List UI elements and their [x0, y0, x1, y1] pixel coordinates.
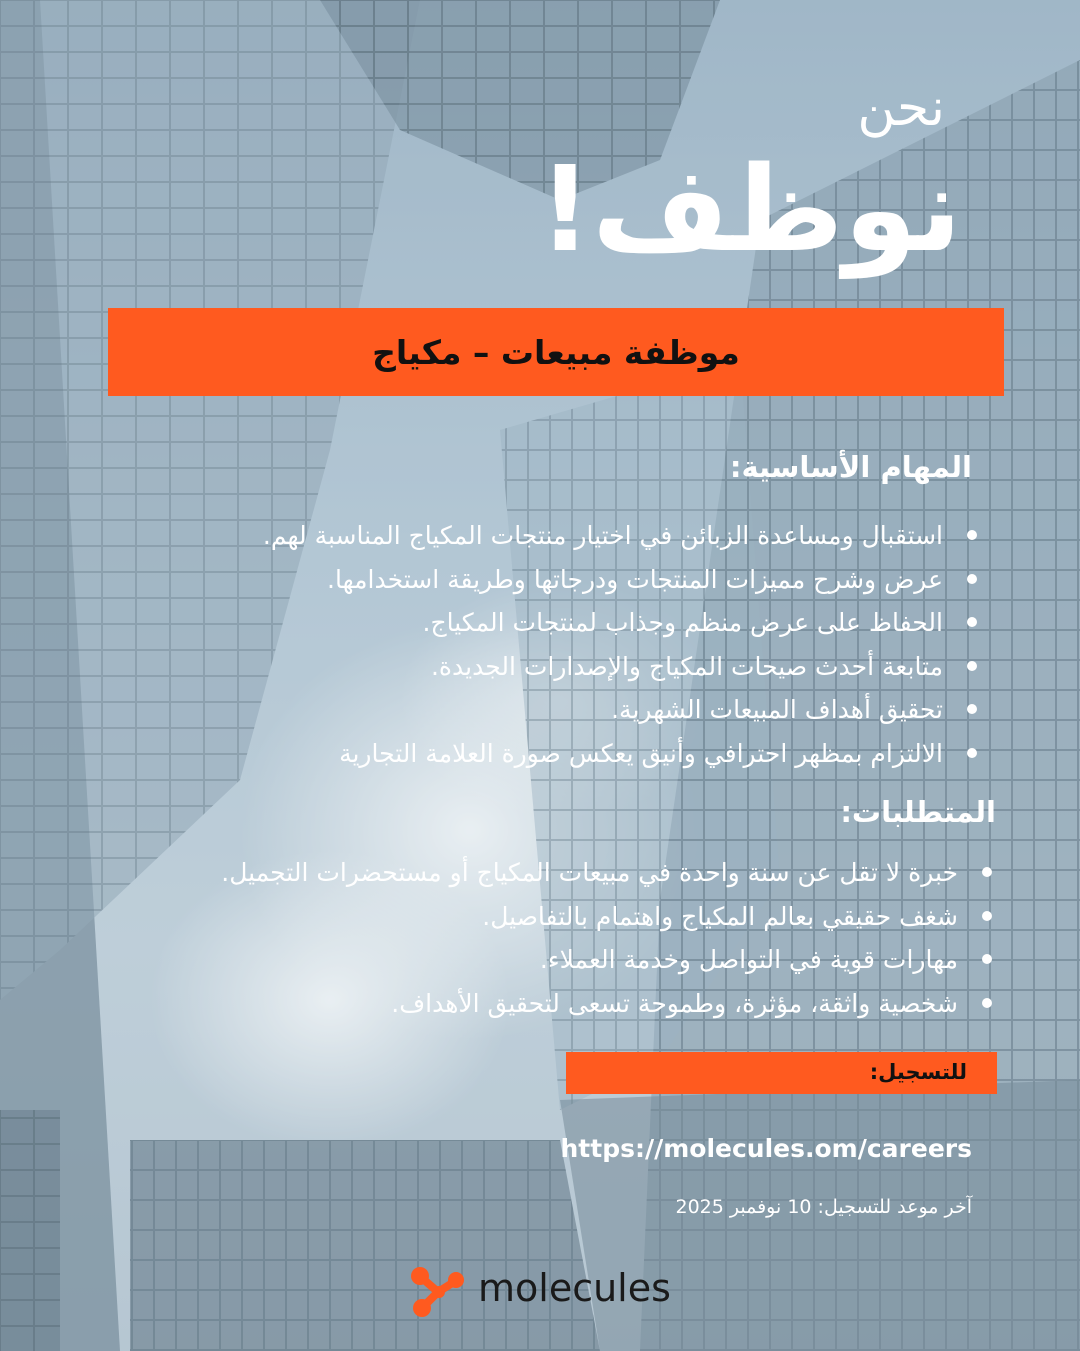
hero-title: نوظف!	[538, 140, 962, 278]
requirements-heading: المتطلبات:	[840, 795, 996, 829]
registration-bar	[566, 1052, 997, 1094]
bullet-icon	[967, 530, 977, 540]
molecule-icon	[408, 1262, 468, 1322]
list-item: شخصية واثقة، مؤثرة، وطموحة تسعى لتحقيق الأهداف.	[221, 982, 958, 1026]
bullet-icon	[967, 748, 977, 758]
deadline-text: آخر موعد للتسجيل: 10 نوفمبر 2025	[675, 1196, 972, 1218]
bullet-icon	[982, 998, 992, 1008]
job-title-banner	[108, 308, 1004, 396]
list-item: الحفاظ على عرض منظم وجذاب لمنتجات المكياج.	[263, 601, 943, 645]
tasks-list	[263, 514, 943, 775]
bullet-icon	[967, 574, 977, 584]
bullet-icon	[967, 704, 977, 714]
careers-link[interactable]: https://molecules.om/careers	[560, 1134, 972, 1163]
registration-label: للتسجيل:	[869, 1060, 967, 1084]
hero-subtitle: نحن	[857, 78, 945, 138]
requirements-list	[221, 851, 958, 1025]
bullet-icon	[982, 954, 992, 964]
list-item: شغف حقيقي بعالم المكياج واهتمام بالتفاصيل.	[221, 895, 958, 939]
list-item: متابعة أحدث صيحات المكياج والإصدارات الجديدة.	[263, 645, 943, 689]
list-item: استقبال ومساعدة الزبائن في اختيار منتجات المكياج المناسبة لهم.	[263, 514, 943, 558]
brand-name: molecules	[478, 1266, 671, 1310]
list-item: الالتزام بمظهر احترافي وأنيق يعكس صورة العلامة التجارية	[263, 732, 943, 776]
list-item: تحقيق أهداف المبيعات الشهرية.	[263, 688, 943, 732]
bullet-icon	[967, 617, 977, 627]
brand-logo	[408, 1262, 671, 1322]
list-item: عرض وشرح مميزات المنتجات ودرجاتها وطريقة استخدامها.	[263, 558, 943, 602]
list-item: مهارات قوية في التواصل وخدمة العملاء.	[221, 938, 958, 982]
job-title: موظفة مبيعات – مكياج	[372, 332, 740, 372]
tasks-heading: المهام الأساسية:	[729, 450, 972, 484]
bullet-icon	[982, 867, 992, 877]
bullet-icon	[967, 661, 977, 671]
list-item: خبرة لا تقل عن سنة واحدة في مبيعات المكياج أو مستحضرات التجميل.	[221, 851, 958, 895]
bullet-icon	[982, 911, 992, 921]
